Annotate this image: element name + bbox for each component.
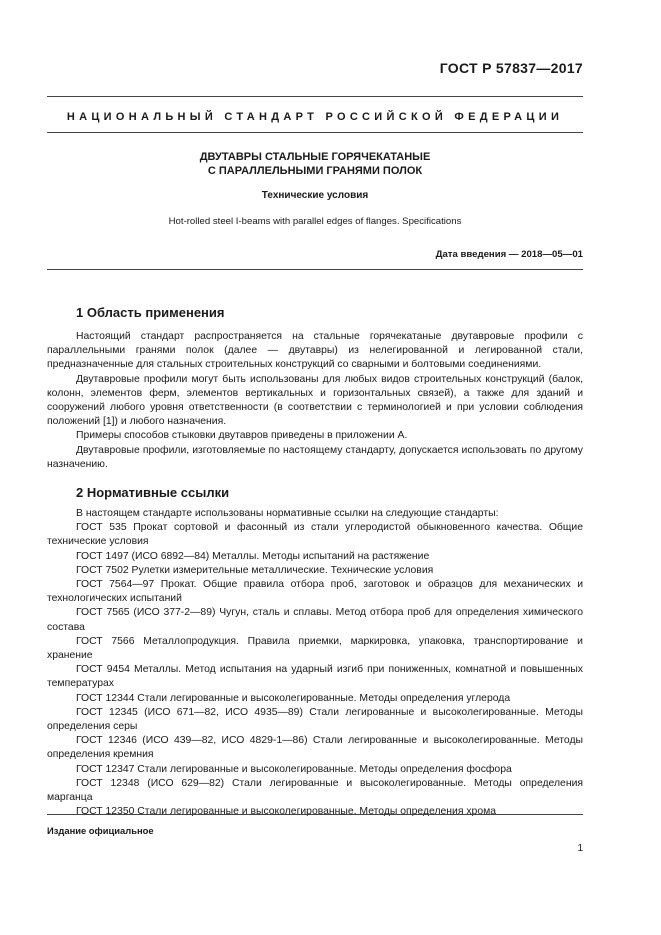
page-number: 1 <box>577 843 583 854</box>
paragraph: Настоящий стандарт распространяется на стальные горячекатаные двутавровые профили с параллельными гранями полок (далее — двутавры) из нелегированной и легированной стали, предназначенные для стальных строительных конструкций со сварными и болтовыми соединениями. <box>47 331 583 371</box>
reference-item: ГОСТ 12346 (ИСО 439—82, ИСО 4829-1—86) Стали легированные и высоколегированные. Методы определения кремния <box>47 735 583 761</box>
document-code: ГОСТ Р 57837—2017 <box>439 60 583 76</box>
reference-item: ГОСТ 12350 Стали легированные и высоколегированные. Методы определения хрома <box>76 806 497 818</box>
reference-item: ГОСТ 7565 (ИСО 377-2—89) Чугун, сталь и сплавы. Метод отбора проб для определения химического состава <box>47 607 583 633</box>
reference-item: ГОСТ 12345 (ИСО 671—82, ИСО 4935—89) Стали легированные и высоколегированные. Методы определения серы <box>47 706 583 733</box>
reference-item: ГОСТ 12344 Стали легированные и высоколегированные. Методы определения углерода <box>76 692 511 704</box>
header-rule-lower <box>47 132 583 133</box>
section-1-body <box>47 330 583 472</box>
reference-item: ГОСТ 7566 Металлопродукция. Правила приемки, маркировка, упаковка, транспортирование и хранение <box>47 635 583 662</box>
english-title: Hot-rolled steel I-beams with parallel edges of flanges. Specifications <box>168 216 462 227</box>
section-1-heading: 1 Область применения <box>76 305 225 320</box>
reference-item: ГОСТ 12347 Стали легированные и высоколегированные. Методы определения фосфора <box>76 763 512 775</box>
paragraph: Примеры способов стыковки двутавров приведены в приложении А. <box>76 430 408 442</box>
reference-item: ГОСТ 7564—97 Прокат. Общие правила отбора проб, заготовок и образцов для механических и технологических испытаний <box>47 579 583 605</box>
section-2-heading: 2 Нормативные ссылки <box>76 485 230 500</box>
introduction-date: Дата введения — 2018—05—01 <box>435 249 583 260</box>
paragraph: В настоящем стандарте использованы нормативные ссылки на следующие стандарты: <box>76 508 499 519</box>
header-rule <box>47 96 583 97</box>
section-2-body <box>47 507 583 819</box>
intro-rule <box>47 269 583 270</box>
national-standard-label: НАЦИОНАЛЬНЫЙ СТАНДАРТ РОССИЙСКОЙ ФЕДЕРАЦИИ <box>66 111 564 123</box>
reference-item: ГОСТ 9454 Металлы. Метод испытания на ударный изгиб при пониженных, комнатной и повышенных температурах <box>47 664 583 690</box>
document-subtitle: Технические условия <box>261 190 369 201</box>
title-line-2: С ПАРАЛЛЕЛЬНЫМИ ГРАНЯМИ ПОЛОК <box>207 165 423 177</box>
paragraph: Двутавровые профили могут быть использованы для любых видов строительных конструкций (балок, колонн, элементов ферм, элементов вертикальных и горизонтальных связей), а также для зданий и сооружений любого уровня ответственности (в соответствии с терминологией и при условии соблюдения положений [1]) и любого назначения. <box>47 373 583 428</box>
title-line-1: ДВУТАВРЫ СТАЛЬНЫЕ ГОРЯЧЕКАТАНЫЕ <box>199 151 431 163</box>
reference-item: ГОСТ 535 Прокат сортовой и фасонный из стали углеродистой обыкновенного качества. Общие технические условия <box>47 522 583 548</box>
official-edition-note: Издание официальное <box>47 825 154 836</box>
reference-item: ГОСТ 7502 Рулетки измерительные металлические. Технические условия <box>76 564 434 576</box>
reference-item: ГОСТ 12348 (ИСО 629—82) Стали легированные и высоколегированные. Методы определения марганца <box>47 777 583 804</box>
paragraph: Двутавровые профили, изготовляемые по настоящему стандарту, допускается использовать по другому назначению. <box>47 444 583 470</box>
document-title <box>47 150 583 178</box>
footer-rule <box>47 814 583 815</box>
reference-item: ГОСТ 1497 (ИСО 6892—84) Металлы. Методы испытаний на растяжение <box>76 550 430 562</box>
